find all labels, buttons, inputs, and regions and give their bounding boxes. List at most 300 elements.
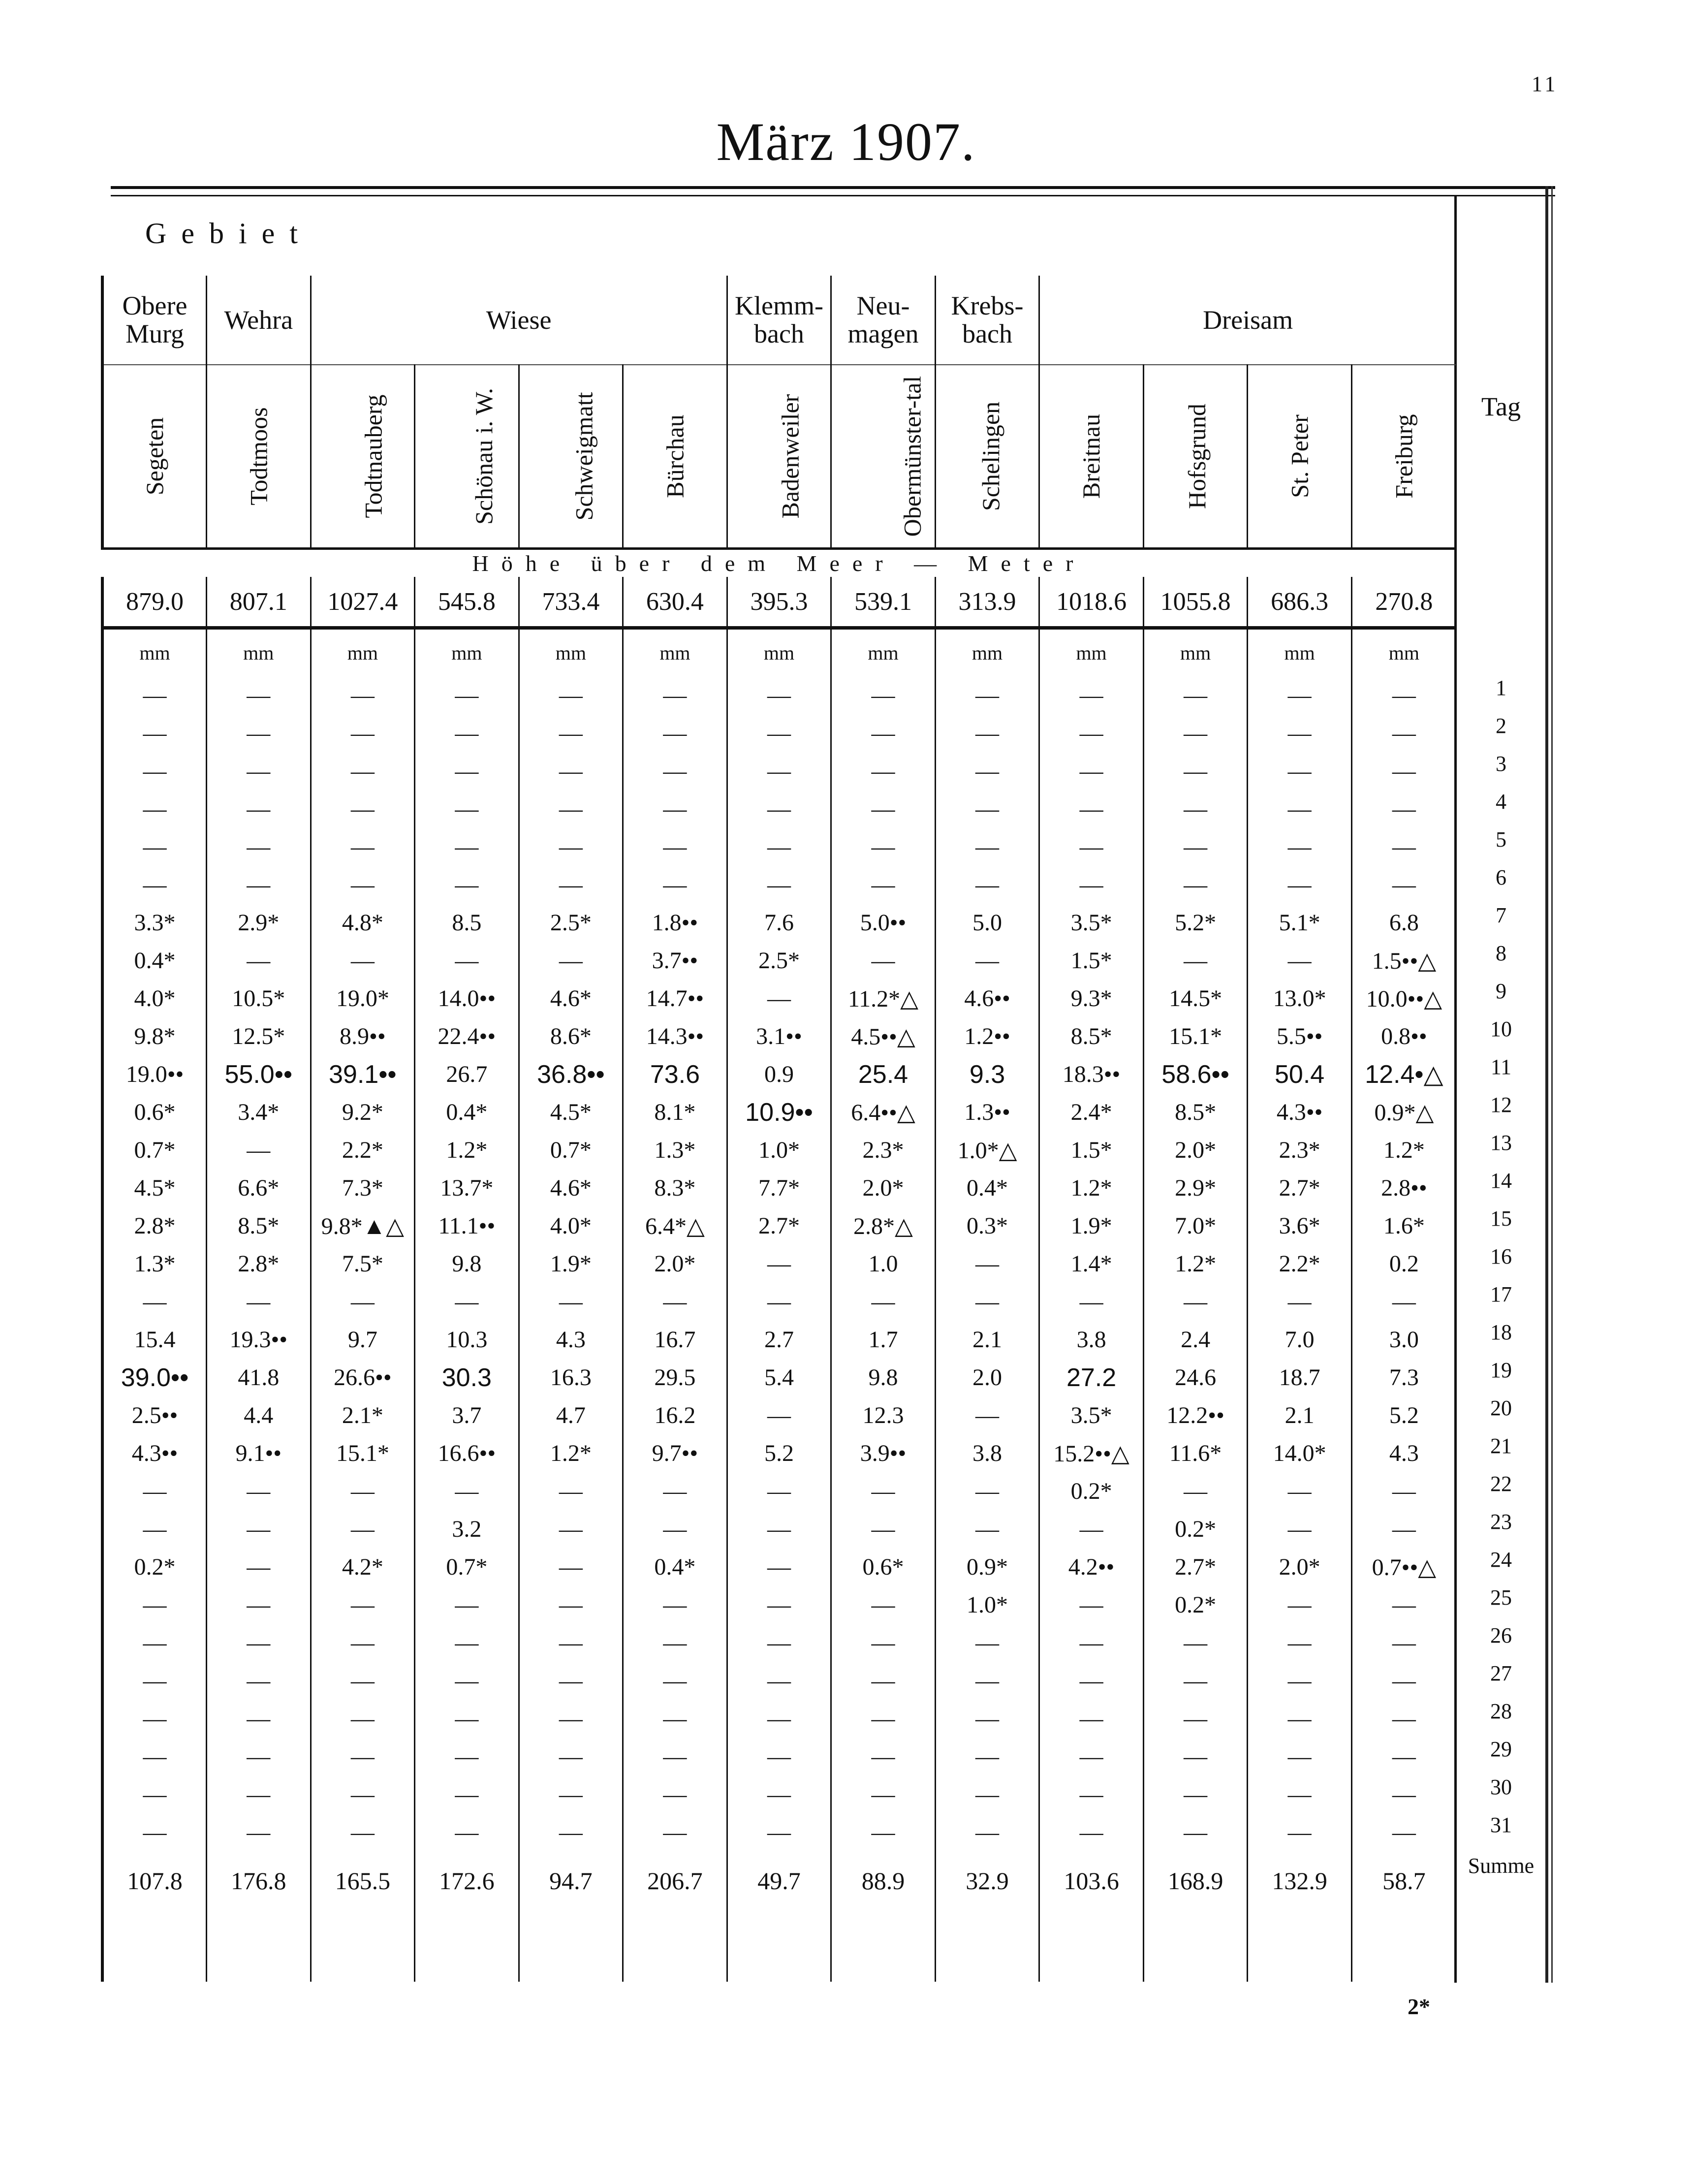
precipitation-cell: 1.2* <box>1039 1169 1144 1207</box>
precipitation-cell: — <box>1143 1662 1248 1700</box>
precipitation-cell: 1.2•• <box>935 1017 1039 1055</box>
precipitation-cell: — <box>935 1624 1039 1662</box>
precipitation-cell: 1.2* <box>415 1131 519 1169</box>
precipitation-cell: — <box>831 1586 936 1624</box>
precipitation-cell: — <box>1143 1624 1248 1662</box>
precipitation-cell: — <box>935 1813 1039 1851</box>
precipitation-cell: — <box>519 1738 623 1775</box>
precipitation-cell: — <box>831 1472 936 1510</box>
empty-cell <box>935 1910 1039 1982</box>
precipitation-cell: 1.3•• <box>935 1093 1039 1131</box>
precipitation-cell: 10.0••△ <box>1351 980 1456 1017</box>
precipitation-cell: — <box>831 1775 936 1813</box>
precipitation-cell: 8.1* <box>623 1093 727 1131</box>
precipitation-cell: — <box>207 1586 311 1624</box>
precipitation-cell: 2.7* <box>1248 1169 1352 1207</box>
precipitation-cell: — <box>1351 1813 1456 1851</box>
day-number: 3 <box>1496 752 1506 776</box>
gebiet-cell: Krebs-bach <box>935 276 1039 365</box>
precipitation-cell: — <box>1248 1813 1352 1851</box>
precipitation-cell: — <box>102 676 207 714</box>
precipitation-cell: — <box>102 1738 207 1775</box>
precipitation-cell: 26.6•• <box>311 1359 415 1396</box>
elevation-value: 630.4 <box>623 577 727 628</box>
precipitation-cell: — <box>519 942 623 980</box>
station-header <box>623 365 727 549</box>
precipitation-cell: — <box>519 1700 623 1738</box>
precipitation-cell: — <box>519 866 623 904</box>
precipitation-cell: 15.1* <box>311 1434 415 1472</box>
precipitation-cell: 2.5* <box>727 942 831 980</box>
station-header <box>935 365 1039 549</box>
precipitation-cell: — <box>415 942 519 980</box>
day-number: 5 <box>1496 827 1506 852</box>
precipitation-cell: 1.0* <box>935 1586 1039 1624</box>
precipitation-cell: — <box>727 1283 831 1321</box>
precipitation-cell: — <box>623 1472 727 1510</box>
precipitation-cell: 9.7 <box>311 1321 415 1359</box>
precipitation-cell: 3.5* <box>1039 1396 1144 1434</box>
precipitation-cell: — <box>935 1700 1039 1738</box>
elevation-value: 270.8 <box>1351 577 1456 628</box>
precipitation-cell: — <box>727 1586 831 1624</box>
precipitation-cell: — <box>207 1662 311 1700</box>
precipitation-cell: 0.9* <box>935 1548 1039 1586</box>
unit-row <box>102 628 1456 677</box>
precipitation-cell: — <box>311 1586 415 1624</box>
totals-row <box>102 1851 1456 1910</box>
precipitation-cell: — <box>831 676 936 714</box>
station-name: Segeten <box>141 417 169 496</box>
precipitation-cell: 5.2 <box>1351 1396 1456 1434</box>
precipitation-cell: — <box>1039 1738 1144 1775</box>
table-row <box>102 1207 1456 1245</box>
precipitation-cell: 29.5 <box>623 1359 727 1396</box>
precipitation-cell: — <box>1248 1624 1352 1662</box>
day-number: 24 <box>1490 1548 1512 1572</box>
elevation-value: 545.8 <box>415 577 519 628</box>
precipitation-cell: 14.0•• <box>415 980 519 1017</box>
precipitation-cell: 4.2* <box>311 1548 415 1586</box>
hoehe-caption: Höhe über dem Meer — Meter <box>472 551 1086 576</box>
precipitation-cell: 1.0 <box>831 1245 936 1283</box>
station-header <box>519 365 623 549</box>
precipitation-cell: — <box>727 676 831 714</box>
elevation-value: 807.1 <box>207 577 311 628</box>
precipitation-cell: 18.3•• <box>1039 1055 1144 1093</box>
day-number: 18 <box>1490 1320 1512 1344</box>
precipitation-cell: 2.7* <box>1143 1548 1248 1586</box>
table-row <box>102 1775 1456 1813</box>
precipitation-cell: — <box>1039 1662 1144 1700</box>
precipitation-cell: 2.8* <box>207 1245 311 1283</box>
station-name: Obermünster-tal <box>898 376 926 537</box>
precipitation-cell: 2.9* <box>207 904 311 942</box>
precipitation-cell: 7.0* <box>1143 1207 1248 1245</box>
precipitation-cell: 9.2* <box>311 1093 415 1131</box>
unit-label: mm <box>935 628 1039 677</box>
day-number: 16 <box>1490 1244 1512 1268</box>
precipitation-cell: — <box>519 1548 623 1586</box>
precipitation-cell: — <box>519 1662 623 1700</box>
precipitation-cell: — <box>727 1510 831 1548</box>
precipitation-cell: — <box>1248 752 1352 790</box>
precipitation-cell: — <box>1039 1586 1144 1624</box>
precipitation-cell: 2.0 <box>935 1359 1039 1396</box>
precipitation-cell: — <box>935 866 1039 904</box>
precipitation-cell: 9.7•• <box>623 1434 727 1472</box>
day-number: 31 <box>1490 1813 1512 1837</box>
precipitation-cell: — <box>1248 1283 1352 1321</box>
precipitation-cell: — <box>935 676 1039 714</box>
precipitation-cell: 12.4•△ <box>1351 1055 1456 1093</box>
gebiet-cell: Dreisam <box>1039 276 1456 365</box>
precipitation-cell: 2.5•• <box>102 1396 207 1434</box>
precipitation-cell: 15.2••△ <box>1039 1434 1144 1472</box>
precipitation-cell: 9.1•• <box>207 1434 311 1472</box>
precipitation-cell: — <box>831 752 936 790</box>
gebiet-label: Gebiet <box>145 217 313 250</box>
elevation-value: 1027.4 <box>311 577 415 628</box>
precipitation-cell: 11.2*△ <box>831 980 936 1017</box>
precipitation-cell: — <box>311 942 415 980</box>
precipitation-cell: — <box>1248 1510 1352 1548</box>
precipitation-cell: 10.5* <box>207 980 311 1017</box>
precipitation-cell: 10.3 <box>415 1321 519 1359</box>
elevation-row <box>102 577 1456 628</box>
footer-mark: 2* <box>1408 1994 1430 2019</box>
precipitation-cell: — <box>727 1472 831 1510</box>
precipitation-cell: — <box>519 1775 623 1813</box>
precipitation-cell: 4.5••△ <box>831 1017 936 1055</box>
day-number: 7 <box>1496 903 1506 927</box>
precipitation-cell: — <box>935 790 1039 828</box>
precipitation-cell: — <box>415 1775 519 1813</box>
precipitation-cell: — <box>311 866 415 904</box>
precipitation-cell: — <box>415 1472 519 1510</box>
precipitation-cell: 0.4* <box>415 1093 519 1131</box>
precipitation-cell: 14.0* <box>1248 1434 1352 1472</box>
precipitation-cell: 3.3* <box>102 904 207 942</box>
precipitation-cell: — <box>311 1662 415 1700</box>
precipitation-cell: — <box>207 866 311 904</box>
table-row <box>102 1700 1456 1738</box>
precipitation-cell: — <box>1248 714 1352 752</box>
precipitation-cell: — <box>519 828 623 866</box>
precipitation-cell: — <box>623 676 727 714</box>
precipitation-cell: 3.9•• <box>831 1434 936 1472</box>
precipitation-cell: — <box>727 1775 831 1813</box>
precipitation-cell: — <box>519 752 623 790</box>
precipitation-cell: — <box>831 1738 936 1775</box>
precipitation-cell: — <box>1351 866 1456 904</box>
precipitation-cell: — <box>1351 676 1456 714</box>
precipitation-cell: — <box>727 1624 831 1662</box>
precipitation-cell: — <box>1248 942 1352 980</box>
precipitation-cell: 1.4* <box>1039 1245 1144 1283</box>
precipitation-cell: — <box>1039 752 1144 790</box>
day-number: 29 <box>1490 1737 1512 1761</box>
precipitation-cell: — <box>727 828 831 866</box>
precipitation-cell: 9.8*▲△ <box>311 1207 415 1245</box>
tag-header: Tag <box>1481 392 1521 421</box>
precipitation-cell: 6.4*△ <box>623 1207 727 1245</box>
table-row <box>102 1624 1456 1662</box>
precipitation-cell: 7.6 <box>727 904 831 942</box>
precipitation-cell: 3.7•• <box>623 942 727 980</box>
elevation-value: 539.1 <box>831 577 936 628</box>
total-cell: 94.7 <box>519 1851 623 1910</box>
precipitation-cell: 2.0* <box>1143 1131 1248 1169</box>
precipitation-cell: — <box>102 1510 207 1548</box>
table-row <box>102 1055 1456 1093</box>
precipitation-cell: — <box>623 752 727 790</box>
precipitation-cell: — <box>1248 790 1352 828</box>
total-cell: 88.9 <box>831 1851 936 1910</box>
precipitation-cell: 2.0* <box>1248 1548 1352 1586</box>
precipitation-cell: — <box>102 1624 207 1662</box>
precipitation-cell: — <box>1248 866 1352 904</box>
precipitation-cell: — <box>102 1283 207 1321</box>
station-header <box>1039 365 1144 549</box>
precipitation-cell: 0.2* <box>102 1548 207 1586</box>
precipitation-cell: 26.7 <box>415 1055 519 1093</box>
table-row <box>102 1738 1456 1775</box>
precipitation-cell: — <box>727 752 831 790</box>
precipitation-cell: 7.3* <box>311 1169 415 1207</box>
precipitation-cell: 11.6* <box>1143 1434 1248 1472</box>
precipitation-cell: — <box>623 1700 727 1738</box>
precipitation-cell: — <box>102 790 207 828</box>
precipitation-cell: — <box>727 1396 831 1434</box>
gebiet-cell: Klemm-bach <box>727 276 831 365</box>
precipitation-cell: 2.1 <box>1248 1396 1352 1434</box>
precipitation-cell: — <box>935 1283 1039 1321</box>
station-header <box>311 365 415 549</box>
precipitation-cell: 5.0 <box>935 904 1039 942</box>
precipitation-cell: 36.8•• <box>519 1055 623 1093</box>
precipitation-cell: 5.5•• <box>1248 1017 1352 1055</box>
precipitation-cell: — <box>1351 1586 1456 1624</box>
precipitation-cell: 2.4* <box>1039 1093 1144 1131</box>
precipitation-cell: 73.6 <box>623 1055 727 1093</box>
station-header <box>415 365 519 549</box>
precipitation-cell: — <box>831 1510 936 1548</box>
precipitation-cell: — <box>415 752 519 790</box>
precipitation-cell: — <box>519 714 623 752</box>
precipitation-cell: 1.3* <box>102 1245 207 1283</box>
precipitation-cell: — <box>623 1738 727 1775</box>
precipitation-cell: — <box>102 1813 207 1851</box>
station-name: Badenweiler <box>776 394 804 519</box>
precipitation-cell: — <box>1351 1775 1456 1813</box>
precipitation-cell: 5.1* <box>1248 904 1352 942</box>
precipitation-cell: 4.3 <box>1351 1434 1456 1472</box>
summe-label: Summe <box>1468 1854 1535 1878</box>
precipitation-cell: — <box>519 1586 623 1624</box>
precipitation-cell: — <box>1039 676 1144 714</box>
table-row <box>102 904 1456 942</box>
top-rule-thin <box>111 195 1555 196</box>
station-header <box>831 365 936 549</box>
precipitation-cell: 19.0* <box>311 980 415 1017</box>
empty-cell <box>1039 1910 1144 1982</box>
precipitation-cell: 18.7 <box>1248 1359 1352 1396</box>
precipitation-cell: — <box>623 1813 727 1851</box>
precipitation-cell: 0.4* <box>102 942 207 980</box>
precipitation-cell: 1.2* <box>519 1434 623 1472</box>
precipitation-cell: — <box>1039 866 1144 904</box>
day-number: 28 <box>1490 1699 1512 1723</box>
precipitation-cell: — <box>102 1775 207 1813</box>
table-row <box>102 980 1456 1017</box>
table-row <box>102 1283 1456 1321</box>
station-name: Hofsgrund <box>1183 404 1211 509</box>
day-number: 13 <box>1490 1131 1512 1155</box>
precipitation-cell: — <box>1351 1738 1456 1775</box>
day-number: 9 <box>1496 979 1506 1003</box>
precipitation-cell: — <box>1039 1813 1144 1851</box>
precipitation-cell: 4.3•• <box>102 1434 207 1472</box>
table-row <box>102 790 1456 828</box>
hoehe-caption-row <box>102 549 1456 577</box>
precipitation-cell: — <box>935 828 1039 866</box>
unit-label: mm <box>311 628 415 677</box>
precipitation-cell: 1.5* <box>1039 942 1144 980</box>
precipitation-cell: — <box>1143 1700 1248 1738</box>
precipitation-cell: 8.6* <box>519 1017 623 1055</box>
day-number: 21 <box>1490 1434 1512 1458</box>
day-number: 15 <box>1490 1206 1512 1231</box>
precipitation-cell: — <box>935 1738 1039 1775</box>
precipitation-cell: — <box>415 1813 519 1851</box>
table-row <box>102 1472 1456 1510</box>
precipitation-cell: 2.1* <box>311 1396 415 1434</box>
table-row <box>102 1017 1456 1055</box>
precipitation-cell: 1.9* <box>519 1245 623 1283</box>
precipitation-cell: 1.8•• <box>623 904 727 942</box>
elevation-value: 1055.8 <box>1143 577 1248 628</box>
precipitation-cell: 6.8 <box>1351 904 1456 942</box>
precipitation-cell: — <box>727 980 831 1017</box>
day-number: 1 <box>1496 676 1506 700</box>
precipitation-cell: 9.8 <box>415 1245 519 1283</box>
precipitation-cell: 8.5* <box>207 1207 311 1245</box>
unit-label: mm <box>1248 628 1352 677</box>
total-cell: 172.6 <box>415 1851 519 1910</box>
unit-label: mm <box>207 628 311 677</box>
precipitation-cell: — <box>935 1472 1039 1510</box>
precipitation-cell: — <box>1248 1662 1352 1700</box>
precipitation-cell: — <box>207 828 311 866</box>
precipitation-cell: 2.7 <box>727 1321 831 1359</box>
total-cell: 107.8 <box>102 1851 207 1910</box>
precipitation-cell: 1.3* <box>623 1131 727 1169</box>
precipitation-cell: 3.8 <box>1039 1321 1144 1359</box>
precipitation-cell: — <box>623 1586 727 1624</box>
precipitation-cell: 2.1 <box>935 1321 1039 1359</box>
table-row <box>102 676 1456 714</box>
precipitation-cell: — <box>935 1396 1039 1434</box>
precipitation-cell: — <box>1351 1472 1456 1510</box>
day-number: 12 <box>1490 1093 1512 1117</box>
precipitation-cell: — <box>831 866 936 904</box>
precipitation-cell: 1.5* <box>1039 1131 1144 1169</box>
precipitation-cell: — <box>207 1548 311 1586</box>
day-number: 17 <box>1490 1282 1512 1306</box>
precipitation-cell: 2.3* <box>1248 1131 1352 1169</box>
gebiet-cell: Neu-magen <box>831 276 936 365</box>
precipitation-cell: 0.7* <box>519 1131 623 1169</box>
day-number: 22 <box>1490 1472 1512 1496</box>
precipitation-cell: 0.7* <box>102 1131 207 1169</box>
precipitation-cell: 5.0•• <box>831 904 936 942</box>
table-row <box>102 1662 1456 1700</box>
precipitation-cell: — <box>727 1738 831 1775</box>
day-number: 4 <box>1496 790 1506 814</box>
precipitation-cell: 16.2 <box>623 1396 727 1434</box>
table-row <box>102 866 1456 904</box>
precipitation-cell: — <box>311 676 415 714</box>
gebiet-cell: Wehra <box>207 276 311 365</box>
precipitation-cell: 9.8 <box>831 1359 936 1396</box>
precipitation-cell: — <box>1143 752 1248 790</box>
precipitation-cell: 16.3 <box>519 1359 623 1396</box>
precipitation-cell: 8.9•• <box>311 1017 415 1055</box>
precipitation-cell: 15.1* <box>1143 1017 1248 1055</box>
precipitation-cell: — <box>311 828 415 866</box>
precipitation-cell: — <box>623 1624 727 1662</box>
precipitation-cell: — <box>727 1548 831 1586</box>
station-header <box>727 365 831 549</box>
precipitation-cell: 0.7* <box>415 1548 519 1586</box>
precipitation-cell: — <box>207 714 311 752</box>
total-cell: 206.7 <box>623 1851 727 1910</box>
precipitation-cell: 4.3 <box>519 1321 623 1359</box>
unit-label: mm <box>1039 628 1144 677</box>
precipitation-cell: — <box>623 866 727 904</box>
precipitation-cell: 4.0* <box>519 1207 623 1245</box>
total-cell: 132.9 <box>1248 1851 1352 1910</box>
precipitation-cell: — <box>935 1245 1039 1283</box>
top-rule <box>111 186 1555 189</box>
precipitation-cell: — <box>935 1510 1039 1548</box>
station-name: Breitnau <box>1077 413 1105 499</box>
unit-label: mm <box>102 628 207 677</box>
precipitation-cell: 1.0*△ <box>935 1131 1039 1169</box>
precipitation-cell: 0.9*△ <box>1351 1093 1456 1131</box>
precipitation-cell: 9.8* <box>102 1017 207 1055</box>
station-name: Bürchau <box>661 414 689 498</box>
precipitation-cell: — <box>207 1283 311 1321</box>
precipitation-cell: — <box>415 1738 519 1775</box>
precipitation-cell: — <box>1248 1700 1352 1738</box>
precipitation-cell: 39.0•• <box>102 1359 207 1396</box>
precipitation-cell: 10.9•• <box>727 1093 831 1131</box>
precipitation-cell: — <box>1248 1472 1352 1510</box>
precipitation-table <box>101 276 1456 1982</box>
precipitation-cell: — <box>935 1662 1039 1700</box>
unit-label: mm <box>831 628 936 677</box>
precipitation-cell: — <box>207 942 311 980</box>
precipitation-cell: — <box>831 790 936 828</box>
precipitation-cell: — <box>727 866 831 904</box>
precipitation-cell: 13.0* <box>1248 980 1352 1017</box>
precipitation-cell: 0.2* <box>1143 1586 1248 1624</box>
precipitation-cell: 14.7•• <box>623 980 727 1017</box>
unit-label: mm <box>1143 628 1248 677</box>
precipitation-cell: 1.0* <box>727 1131 831 1169</box>
